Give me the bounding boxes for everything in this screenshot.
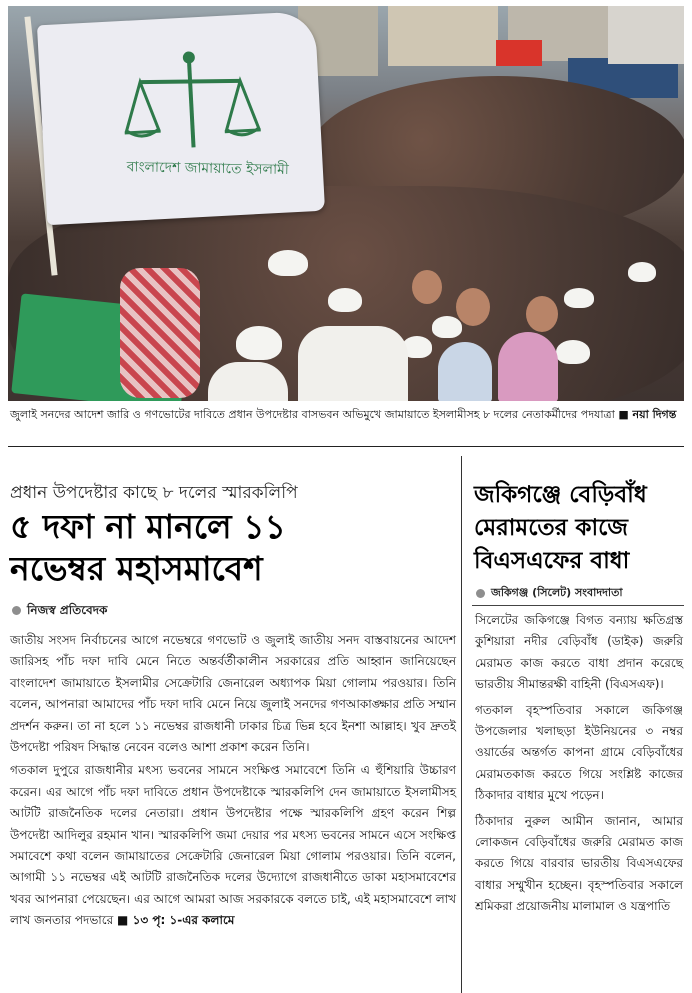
person-cap <box>432 316 462 338</box>
billboard <box>496 40 542 66</box>
headline-line: মেরামতের কাজে <box>474 514 628 541</box>
bullet-icon <box>476 589 485 598</box>
person-face <box>526 296 558 332</box>
person-cap <box>268 250 308 276</box>
divider <box>8 446 684 447</box>
story-kicker: প্রধান উপদেষ্টার কাছে ৮ দলের স্মারকলিপি <box>10 483 298 503</box>
main-story-body <box>10 630 456 934</box>
paragraph: ঠিকাদার নুরুল আমীন জানান, আমার লোকজন বেড়িবাঁধের জরুরি মেরামত কাজ করতে গিয়ে বারবার ভারতীয় বিএসএফের বাধার সম্মুখীন হচ্ছেন। বৃহস্পতিবার সকালে শ্রমিকরা প্রয়োজনীয় মালামাল ও যন্ত্রপাতি <box>475 813 683 914</box>
bullet-icon <box>12 606 21 615</box>
scarf <box>120 268 200 398</box>
flag-text: বাংলাদেশ জামায়াতে ইসলামী <box>126 159 290 179</box>
headline-line: জকিগঞ্জে বেড়িবাঁধ <box>474 481 647 508</box>
main-headline <box>10 506 456 590</box>
person-cap <box>236 326 282 360</box>
paragraph: গতকাল বৃহস্পতিবার সকালে জকিগঞ্জ উপজেলার খলাছড়া ইউনিয়নের ৩ নম্বর ওয়ার্ডের অন্তর্গত কাপনা গ্রামে বেড়িবাঁধের মেরামতকাজ করতে গিয়ে সংশ্লিষ্ট কাজের ঠিকাদার বাধার মুখে পড়েন। <box>475 702 683 803</box>
headline-line: ৫ দফা না মানলে ১১ <box>10 507 286 546</box>
person-shirt <box>208 362 288 401</box>
person-cap <box>328 288 362 312</box>
story-byline <box>12 602 107 622</box>
building <box>608 6 684 64</box>
byline-text: নিজস্ব প্রতিবেদক <box>27 603 108 617</box>
column-divider <box>461 456 462 993</box>
divider <box>472 605 684 606</box>
side-story-body <box>475 610 683 922</box>
paragraph: সিলেটের জকিগঞ্জে বিগত বন্যায় ক্ষতিগ্রস্ত কুশিয়ারা নদীর বেড়িবাঁধ (ডাইক) জরুরি মেরামত কাজ করতে বাধা প্রদান করেছে ভারতীয় সীমান্তরক্ষী বাহিনী (বিএসএফ)। <box>475 613 683 692</box>
headline-line: নভেম্বর মহাসমাবেশ <box>10 549 263 588</box>
news-photo <box>8 6 684 401</box>
caption-text: জুলাই সনদের আদেশ জারি ও গণভোটের দাবিতে প্রধান উপদেষ্টার বাসভবন অভিমুখে জামায়াতে ইসলামীসহ ৮ দলের নেতাকর্মীদের পদযাত্রা <box>10 408 615 421</box>
person-cap <box>628 262 656 282</box>
paragraph <box>10 760 456 931</box>
person-shirt <box>438 342 492 401</box>
photo-caption <box>10 406 682 423</box>
person-cap <box>556 340 590 364</box>
headline-line: বিএসএফের বাধা <box>474 547 630 574</box>
paragraph: জাতীয় সংসদ নির্বাচনের আগে নভেম্বরে গণভোট ও জুলাই জাতীয় সনদ বাস্তবায়নের আদেশ জারিসহ পাঁচ দফা দাবি মেনে নিতে অন্তর্বর্তীকালীন সরকারের প্রতি আহ্বান জানিয়েছেন বাংলাদেশ জামায়াতে ইসলামীর সেক্রেটারি জেনারেল অধ্যাপক মিয়া গোলাম পরওয়ার। তিনি বলেন, আপনারা আমাদের পাঁচ দফা দাবি মেনে নিয়ে জুলাই সনদের গণআকাঙ্ক্ষার প্রতি সম্মান প্রদর্শন করুন। তা না হলে ১১ নভেম্বর রাজধানী ঢাকার চিত্র ভিন্ন হবে ইনশা আল্লাহ। খুব দ্রুতই উপদেষ্টা পরিষদ সিদ্ধান্ত নেবেন বলেও আশা প্রকাশ করেন তিনি। <box>10 633 456 755</box>
person-shirt <box>298 326 408 401</box>
scale-emblem-icon <box>37 11 325 225</box>
person-face <box>456 288 490 326</box>
paragraph-text: গতকাল দুপুরে রাজধানীর মৎস্য ভবনের সামনে সংক্ষিপ্ত সমাবেশে তিনি এ হুঁশিয়ারি উচ্চারণ করেন। এর আগে পাঁচ দফা দাবিতে প্রধান উপদেষ্টাকে স্মারকলিপি দেন জামায়াতে ইসলামীসহ আটটি রাজনৈতিক দলের নেতারা। প্রধান উপদেষ্টার পক্ষে স্মারকলিপি গ্রহণ করেন শিল্প উপদেষ্টা আদিলুর রহমান খান। স্মারকলিপি জমা দেয়ার পর মৎস্য ভবনের সামনে এসে সংক্ষিপ্ত সমাবেশে কথা বলেন জামায়াতের সেক্রেটারি জেনারেল মিয়া গোলাম পরওয়ার। তিনি বলেন, আগামী ১১ নভেম্বর এই আটটি রাজনৈতিক দলের উদ্যোগে রাজধানীতে ডাকা মহাসমাবেশের খবর আপনারা পেয়েছেন। এর আগে আমরা আজ সরকারকে বলতে চাই, এই মহাসমাবেশে লাখ লাখ জনতার পদভারে <box>10 763 456 928</box>
side-headline <box>474 478 684 577</box>
byline-text: জকিগঞ্জ (সিলেট) সংবাদদাতা <box>491 586 623 599</box>
building <box>388 6 498 66</box>
side-byline <box>476 584 623 603</box>
person-face <box>412 270 442 304</box>
person-cap <box>564 288 594 308</box>
person-shirt <box>498 332 558 401</box>
party-flag <box>37 11 325 225</box>
caption-source: ■ নয়া দিগন্ত <box>618 408 677 421</box>
continued-link[interactable]: ■ ১৩ পৃ: ১-এর কলামে <box>117 913 235 928</box>
